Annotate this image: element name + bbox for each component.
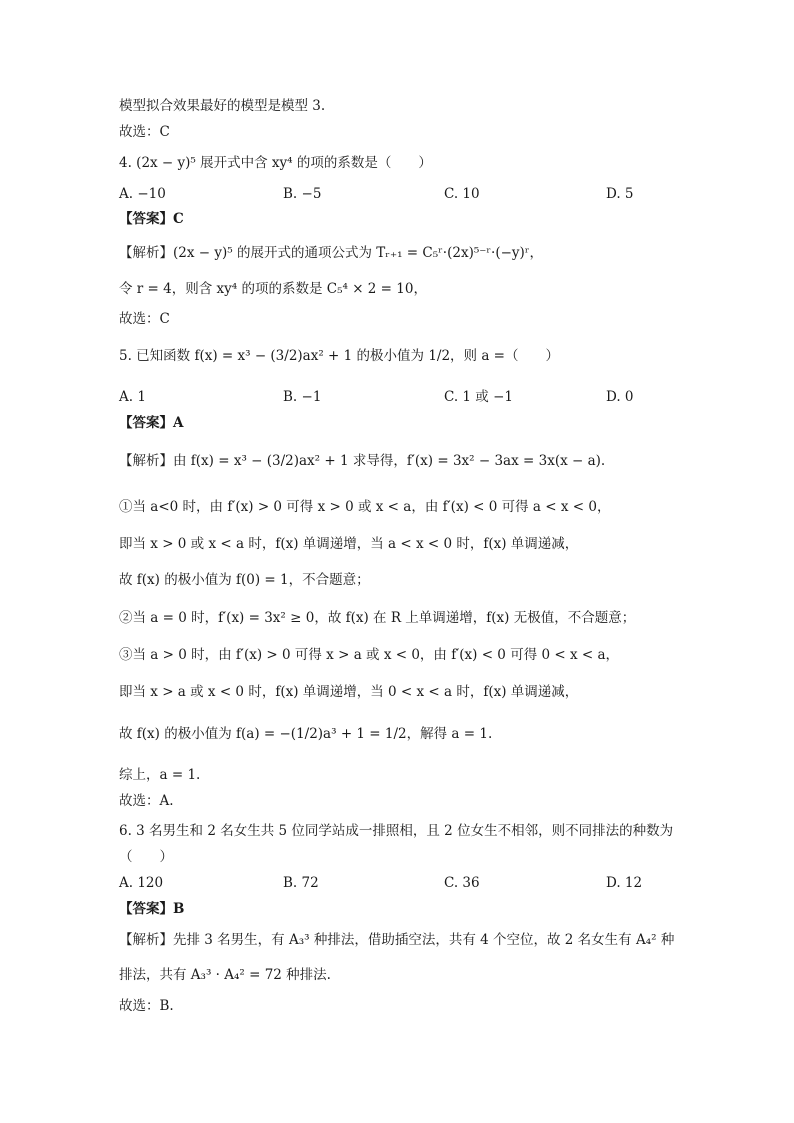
q4-option-a: A. −10 xyxy=(119,186,166,202)
q6-analysis-line-2: 排法，共有 A₃³ · A₄² = 72 种排法. xyxy=(119,967,331,983)
q4-analysis-line-2: 令 r = 4，则含 xy⁴ 的项的系数是 C₅⁴ × 2 = 10， xyxy=(119,281,427,297)
q4-choice: 故选：C xyxy=(119,311,170,327)
q5-choice: 故选：A. xyxy=(119,793,174,809)
q6-stem-line-1: 6. 3 名男生和 2 名女生共 5 位同学站成一排照相，且 2 位女生不相邻，则不同排法的种数为 xyxy=(119,823,674,839)
q5-analysis-line-8: 故 f(x) 的极小值为 f(a) = −(1/2)a³ + 1 = 1/2，解得 a = 1. xyxy=(119,726,493,742)
q6-option-d: D. 12 xyxy=(606,875,643,891)
q4-answer: 【答案】C xyxy=(119,211,184,227)
q6-choice: 故选：B. xyxy=(119,998,174,1014)
q5-analysis-line-3: 即当 x > 0 或 x < a 时，f(x) 单调递增，当 a < x < 0 时，f(x) 单调递减， xyxy=(119,536,579,552)
q5-stem: 5. 已知函数 f(x) = x³ − (3/2)ax² + 1 的极小值为 1/2，则 a =（ ） xyxy=(119,348,559,364)
q6-option-a: A. 120 xyxy=(119,875,164,891)
q4-stem: 4. (2x − y)⁵ 展开式中含 xy⁴ 的项的系数是（ ） xyxy=(119,155,432,171)
q4-analysis-line-1: 【解析】(2x − y)⁵ 的展开式的通项公式为 Tᵣ₊₁ = C₅ʳ·(2x)⁵⁻ʳ·(−y)ʳ， xyxy=(119,245,544,261)
q5-option-b: B. −1 xyxy=(283,389,322,405)
q5-option-d: D. 0 xyxy=(606,389,634,405)
q5-analysis-line-7: 即当 x > a 或 x < 0 时，f(x) 单调递增，当 0 < x < a 时，f(x) 单调递减， xyxy=(119,684,579,700)
q5-analysis-line-6: ③当 a > 0 时，由 f′(x) > 0 可得 x > a 或 x < 0，由 f′(x) < 0 可得 0 < x < a， xyxy=(119,647,620,663)
intro-choice: 故选：C xyxy=(119,124,170,140)
q6-stem-line-2: （ ） xyxy=(119,849,173,865)
q6-answer: 【答案】B xyxy=(119,901,185,917)
q5-analysis-line-9: 综上，a = 1. xyxy=(119,767,201,783)
q4-option-c: C. 10 xyxy=(444,186,480,202)
q5-analysis-line-2: ①当 a<0 时，由 f′(x) > 0 可得 x > 0 或 x < a，由 f′(x) < 0 可得 a < x < 0， xyxy=(119,499,611,515)
intro-text: 模型拟合效果最好的模型是模型 3. xyxy=(119,98,326,114)
q5-option-c: C. 1 或 −1 xyxy=(444,389,514,405)
q6-option-b: B. 72 xyxy=(283,875,319,891)
q5-analysis-line-4: 故 f(x) 的极小值为 f(0) = 1，不合题意； xyxy=(119,572,370,588)
q5-answer: 【答案】A xyxy=(119,415,184,431)
q6-analysis-line-1: 【解析】先排 3 名男生，有 A₃³ 种排法，借助插空法，共有 4 个空位，故 2 名女生有 A₄² 种 xyxy=(119,932,675,948)
q4-option-b: B. −5 xyxy=(283,186,322,202)
q5-analysis-line-1: 【解析】由 f(x) = x³ − (3/2)ax² + 1 求导得，f′(x) = 3x² − 3ax = 3x(x − a). xyxy=(119,453,606,469)
q4-option-d: D. 5 xyxy=(606,186,634,202)
q5-analysis-line-5: ②当 a = 0 时，f′(x) = 3x² ≥ 0，故 f(x) 在 R 上单调递增，f(x) 无极值，不合题意； xyxy=(119,610,636,626)
q5-option-a: A. 1 xyxy=(119,389,146,405)
q6-option-c: C. 36 xyxy=(444,875,480,891)
